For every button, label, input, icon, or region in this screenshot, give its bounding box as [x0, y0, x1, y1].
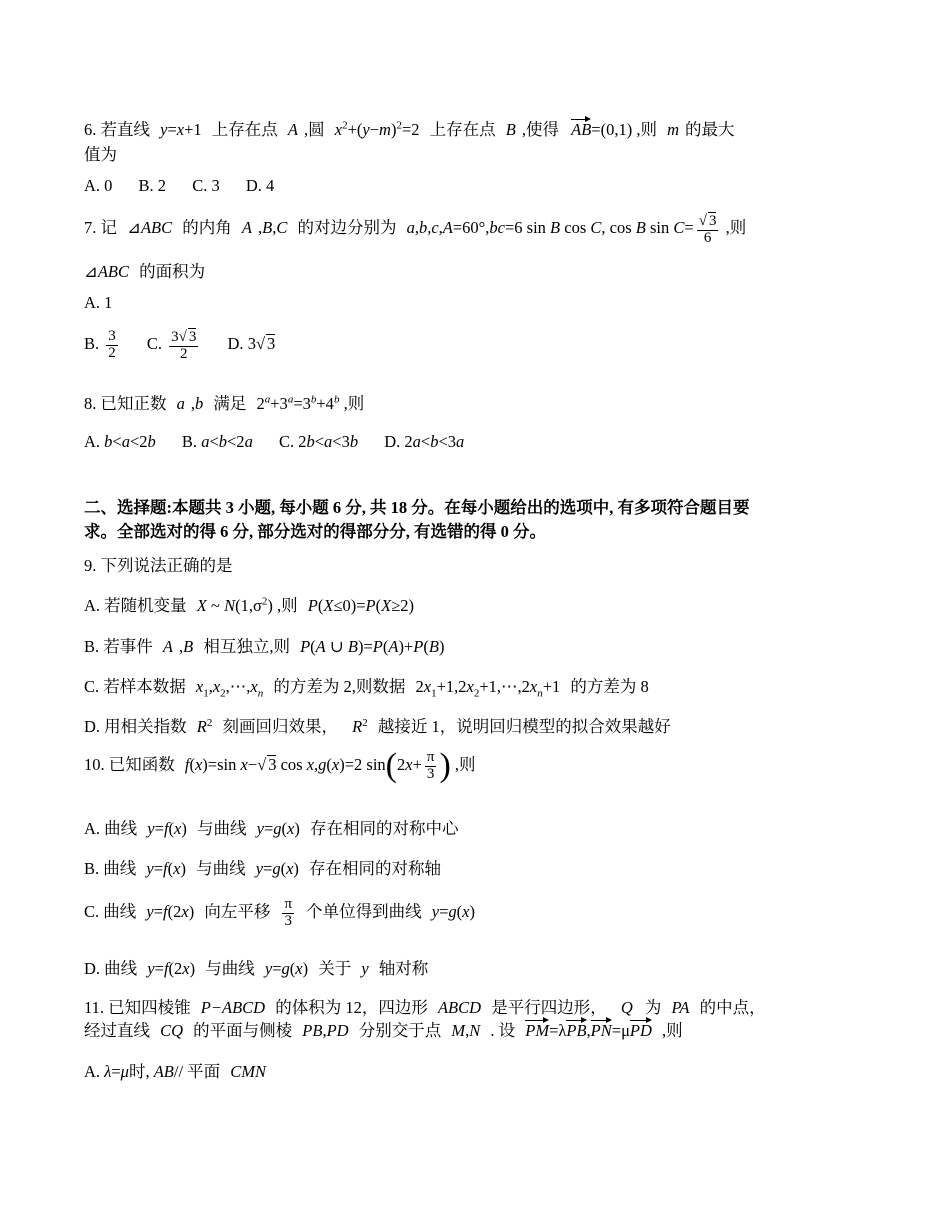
q6-option-b: B. 2: [138, 176, 167, 195]
q8-options: [84, 432, 464, 452]
q10-functions: f(x)=sin x−√ 3 cos x,g(x)=2 sin(2x+ $\frac{\pi}{3}$ ): [184, 747, 451, 784]
q6-stem-line2: 值为: [84, 145, 117, 164]
q7-stem-line2: ⊿ABC 的面积为: [84, 262, 206, 281]
q7-option-d: D. 3√ 3: [227, 334, 276, 354]
q9-option-c: C. 若样本数据 $x_1,x_2,\cdots,x_n$ 的方差为 2,则数据 $2x_1+1,2x_2+1,\cdots,2x_n+1$ 的方差为 8: [84, 677, 649, 700]
q6-option-a: A. 0: [84, 176, 113, 195]
q7-conditions: a,b,c,A=60°,bc=6 sin B cos C, cos B sin C= $\frac{√ 3}{6}$: [406, 213, 717, 246]
q9-stem: 9. 下列说法正确的是: [84, 556, 233, 575]
q7-options-bcd: [84, 328, 275, 363]
q10-option-c: C. 曲线 y=f(2x) 向左平移 $\frac{\pi}{3}$ 个单位得到曲线 y=g(x): [84, 896, 475, 929]
q7-option-a: A. 1: [84, 293, 113, 312]
q8-stem: 8. 已知正数 a ,b 满足 $2^a+3^a=3^b+4^b$ ,则: [84, 393, 365, 413]
q10-option-d: D. 曲线 y=f(2x) 与曲线 y=g(x) 关于 y 轴对称: [84, 959, 429, 978]
q11-stem-line2: 经过直线 CQ 的平面与侧棱 PB,PD 分别交于点 M,N . 设 PM=λPB,PN=μPD ,则: [84, 1021, 683, 1040]
q6-stem-line1: 6. 若直线 y=x+1 上存在点 A ,圆 $x^2+(y-m)^2=2$ 上存在点 B ,使得 AB=(0,1) ,则 m 的最大: [84, 119, 735, 139]
q8-option-b: B. a<b<2a: [181, 432, 253, 451]
q9-option-d: D. 用相关指数 $R^2$ 刻画回归效果， $R^2$ 越接近 1，说明回归模型的拟合效果越好: [84, 716, 671, 736]
q6-line-eq: y: [160, 120, 168, 139]
section2-heading-line1: 二、选择题:本题共 3 小题, 每小题 6 分, 共 18 分。在每小题给出的选项中, 有多项符合题目要: [84, 498, 750, 517]
q8-option-d: D. 2a<b<3a: [384, 432, 465, 451]
q10-option-b: B. 曲线 y=f(x) 与曲线 y=g(x) 存在相同的对称轴: [84, 859, 442, 878]
q8-equation: $2^a+3^a=3^b+4^b$: [256, 393, 340, 413]
q6-vector-eq: AB=(0,1): [571, 120, 633, 139]
q6-option-d: D. 4: [245, 176, 275, 195]
q9-option-a: A. 若随机变量 X ~ $N(1,\sigma^2)$ ,则 P(X≤0)=P(X≥2): [84, 595, 415, 615]
q11-option-a: A. λ=μ时, AB// 平面 CMN: [84, 1062, 267, 1081]
q10-option-a: A. 曲线 y=f(x) 与曲线 y=g(x) 存在相同的对称中心: [84, 819, 459, 838]
q7-option-b: B. $\frac{3}{2}$: [84, 328, 116, 361]
q7-stem-line1: 7. 记 ⊿ABC 的内角 A ,B,C 的对边分别为 a,b,c,A=60°,bc=6 sin B cos C, cos B sin C= $\frac{√ 3}{6}$ ,则: [84, 213, 747, 246]
q6-circle-eq: $x^2+(y-m)^2=2$: [334, 119, 420, 139]
q6-options: [84, 176, 274, 196]
q10-stem: 10. 已知函数 f(x)=sin x−√ 3 cos x,g(x)=2 sin(2x+ $\frac{\pi}{3}$ ) ,则: [84, 747, 476, 784]
q9-option-b: B. 若事件 A ,B 相互独立,则 P(A ∪ B)=P(A)+P(B): [84, 637, 445, 656]
q8-option-c: C. 2b<a<3b: [278, 432, 359, 451]
q8-option-a: A. b<a<2b: [84, 432, 156, 451]
section2-heading-line2: 求。全部选对的得 6 分, 部分选对的得部分分, 有选错的得 0 分。: [84, 522, 546, 541]
q11-stem-line1: 11. 已知四棱锥 P−ABCD 的体积为 12，四边形 ABCD 是平行四边形， Q 为 PA 的中点，: [84, 998, 766, 1017]
q6-option-c: C. 3: [192, 176, 220, 195]
q7-option-c: C. $\frac{3√ 3}{2}$: [146, 329, 197, 362]
q7-triangle: ⊿ABC: [127, 218, 173, 238]
